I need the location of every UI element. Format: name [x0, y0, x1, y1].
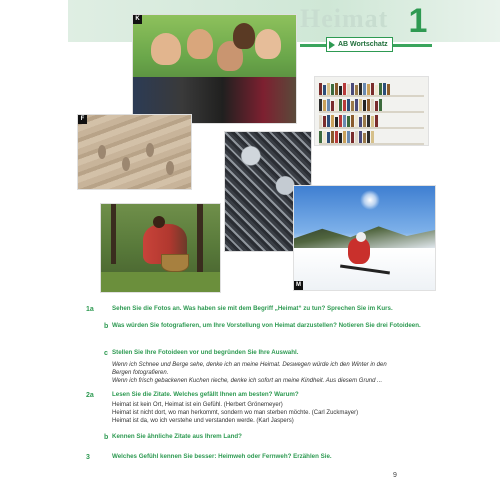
- photo-skier: [293, 185, 436, 291]
- photo-label-f: F: [78, 115, 87, 124]
- person-figure: [255, 29, 281, 59]
- task-text: Lesen Sie die Zitate. Welches gefällt Ihnen am besten? Warum?: [112, 391, 299, 398]
- photo-bookshelf: [314, 76, 429, 146]
- task-text: Sehen Sie die Fotos an. Was haben sie mit dem Begriff „Heimat“ zu tun? Sprechen Sie im Kurs.: [112, 305, 393, 312]
- task-text: Welches Gefühl kennen Sie besser: Heimweh oder Fernweh? Erzählen Sie.: [112, 453, 332, 460]
- example-line: Bergen fotografieren.: [112, 370, 169, 376]
- shelf-row: [319, 81, 424, 97]
- quote-line: Heimat ist kein Ort, Heimat ist ein Gefühl. (Herbert Grönemeyer): [112, 402, 283, 408]
- task-number: 2a: [86, 392, 94, 399]
- footprint: [98, 145, 106, 159]
- woman-head: [153, 216, 165, 228]
- example-line: Wenn ich Schnee und Berge sehe, denke ich an meine Heimat. Deswegen würde ich den Winter in den: [112, 362, 387, 368]
- skier-helmet: [356, 232, 366, 242]
- sun: [360, 190, 380, 210]
- footprint: [166, 161, 174, 175]
- tree-trunk: [111, 204, 116, 264]
- photo-group-selfie: [132, 14, 297, 124]
- photo-mushroom-gathering: [100, 203, 221, 293]
- basket: [161, 254, 189, 272]
- task-text: Stellen Sie Ihre Fotoideen vor und begründen Sie Ihre Auswahl.: [112, 349, 299, 356]
- task-number: c: [104, 350, 108, 357]
- person-figure: [187, 29, 213, 59]
- task-number: b: [104, 434, 109, 441]
- header-faint-title: Heimat: [300, 4, 389, 33]
- task-number: 1a: [86, 306, 94, 313]
- task-text: Kennen Sie ähnliche Zitate aus Ihrem Land?: [112, 433, 242, 440]
- tree-trunk: [197, 204, 203, 274]
- photo-label-m: M: [296, 282, 301, 288]
- ab-wortschatz-button[interactable]: [326, 37, 393, 52]
- task-number: 3: [86, 454, 90, 461]
- shelf-row: [319, 113, 424, 129]
- footprint: [146, 143, 154, 157]
- shelf-row: [319, 97, 424, 113]
- play-arrow-icon: [329, 41, 335, 49]
- task-text: Was würden Sie fotografieren, um Ihre Vorstellung von Heimat darzustellen? Notieren Sie drei Fotoideen.: [112, 322, 421, 329]
- quote-line: Heimat ist nicht dort, wo man herkommt, sondern wo man sterben möchte. (Carl Zuckmayer): [112, 410, 359, 416]
- person-figure: [233, 23, 255, 49]
- shelf-row: [319, 129, 424, 145]
- skis: [340, 265, 390, 275]
- photo-label-k: K: [133, 15, 142, 24]
- task-number: b: [104, 323, 109, 330]
- chapter-number: 1: [408, 2, 428, 40]
- example-line: Wenn ich frisch gebackenen Kuchen rieche, denke ich sofort an meine Kindheit. Aus diesem Grund ...: [112, 378, 383, 384]
- page-number: 9: [393, 472, 397, 479]
- footprint: [122, 157, 130, 171]
- quote-line: Heimat ist da, wo ich verstehe und verstanden werde. (Karl Jaspers): [112, 418, 294, 424]
- person-figure: [151, 33, 181, 65]
- photo-sand-footprints: [77, 114, 192, 190]
- grass: [101, 272, 220, 292]
- ab-wortschatz-label: AB Wortschatz: [338, 41, 388, 48]
